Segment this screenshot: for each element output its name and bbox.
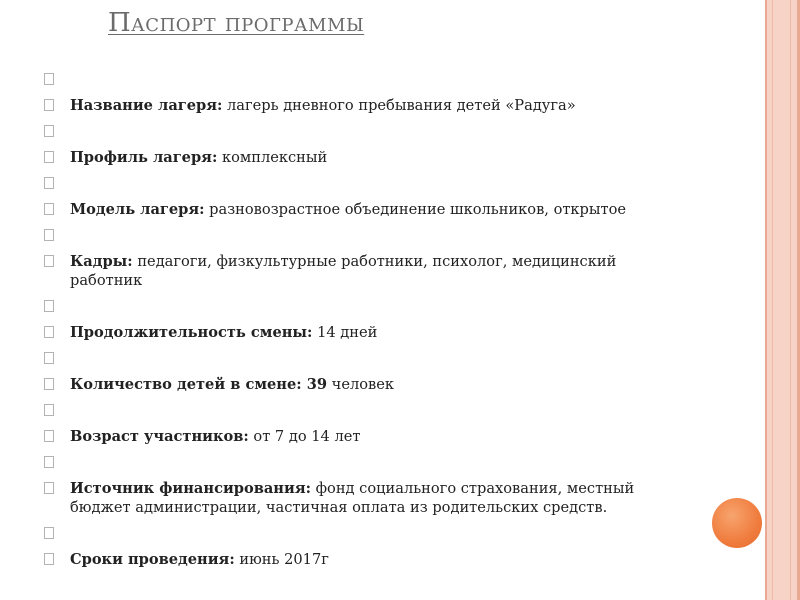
- bullet-icon: [44, 229, 54, 241]
- item-value: июнь 2017г: [234, 551, 329, 568]
- bullet-icon: [44, 352, 54, 364]
- item-value: лагерь дневного пребывания детей «Радуга»: [222, 97, 576, 114]
- list-item-funding: [44, 479, 664, 517]
- list-item-duration: [44, 323, 664, 342]
- right-border-band: [765, 0, 800, 600]
- item-label: Название лагеря:: [70, 97, 223, 114]
- list-item-empty: [44, 401, 664, 420]
- item-label: Продолжительность смены:: [70, 324, 313, 341]
- list-item-empty: [44, 297, 664, 316]
- bullet-icon: [44, 553, 54, 565]
- item-label: Сроки проведения:: [70, 551, 235, 568]
- item-label: Кадры:: [70, 253, 133, 270]
- item-value: разновозрастное объединение школьников, открытое: [204, 201, 627, 218]
- item-value: педагоги, физкультурные работники, психолог, медицинский работник: [70, 253, 617, 289]
- passport-list: [44, 70, 664, 576]
- bullet-icon: [44, 326, 54, 338]
- item-value-number: 39: [301, 376, 328, 393]
- list-item-children-count: [44, 375, 664, 394]
- item-label: Количество детей в смене:: [70, 376, 302, 393]
- border-line: [765, 0, 767, 600]
- item-value: от 7 до 14 лет: [248, 428, 361, 445]
- list-item-empty: [44, 349, 664, 368]
- item-value: 14 дней: [312, 324, 378, 341]
- list-item-camp-name: [44, 96, 664, 115]
- border-line: [772, 0, 773, 600]
- item-value: комплексный: [217, 149, 328, 166]
- list-item-empty: [44, 226, 664, 245]
- bullet-icon: [44, 378, 54, 390]
- list-item-staff: [44, 252, 664, 290]
- accent-circle: [712, 498, 762, 548]
- list-item-camp-model: [44, 200, 664, 219]
- bullet-icon: [44, 255, 54, 267]
- bullet-icon: [44, 300, 54, 312]
- bullet-icon: [44, 456, 54, 468]
- list-item-empty: [44, 524, 664, 543]
- item-value: фонд социального страхования, местный бюджет администрации, частичная оплата из родительских средств.: [70, 480, 635, 516]
- border-line: [790, 0, 791, 600]
- list-item-empty: [44, 122, 664, 141]
- item-label: Модель лагеря:: [70, 201, 205, 218]
- bullet-icon: [44, 404, 54, 416]
- bullet-icon: [44, 125, 54, 137]
- bullet-icon: [44, 430, 54, 442]
- item-label: Возраст участников:: [70, 428, 249, 445]
- bullet-icon: [44, 73, 54, 85]
- list-item-empty: [44, 453, 664, 472]
- item-label: Источник финансирования:: [70, 480, 311, 497]
- list-item-dates: [44, 550, 664, 569]
- bullet-icon: [44, 482, 54, 494]
- item-label: Профиль лагеря:: [70, 149, 218, 166]
- list-item-empty: [44, 70, 664, 89]
- bullet-icon: [44, 151, 54, 163]
- bullet-icon: [44, 99, 54, 111]
- list-item-empty: [44, 174, 664, 193]
- bullet-icon: [44, 203, 54, 215]
- bullet-icon: [44, 177, 54, 189]
- bullet-icon: [44, 527, 54, 539]
- item-value: человек: [327, 376, 394, 393]
- list-item-age: [44, 427, 664, 446]
- slide-title: Паспорт программы: [108, 8, 365, 38]
- list-item-camp-profile: [44, 148, 664, 167]
